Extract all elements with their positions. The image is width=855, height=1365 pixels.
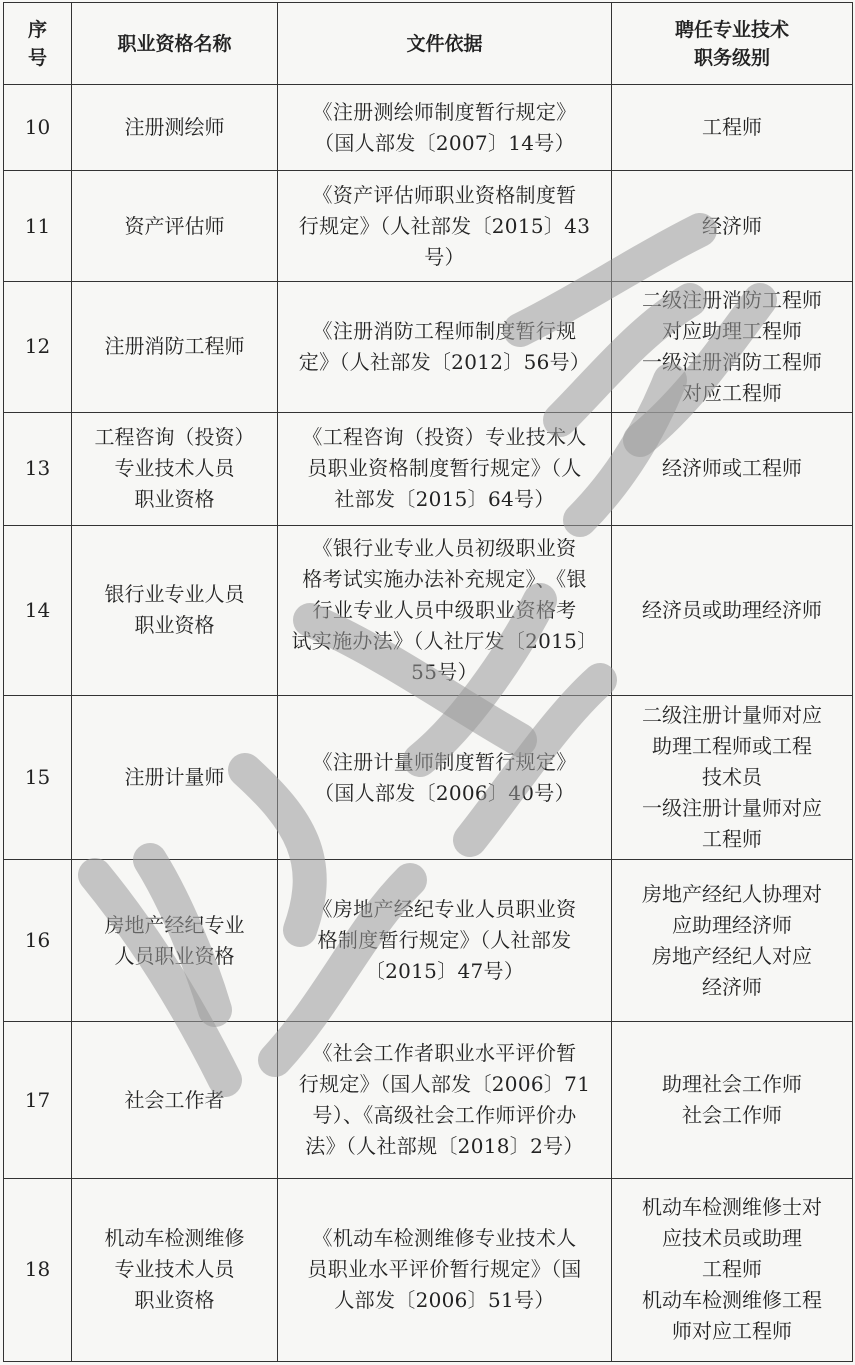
title-level-line: 经济员或助理经济师: [642, 597, 822, 622]
document-basis-line: 《资产评估师职业资格制度暂: [312, 182, 577, 207]
header-document-basis: 文件依据: [278, 3, 612, 85]
table-row: [4, 171, 853, 282]
document-basis-line: 行规定》（国人部发〔2006〕71: [298, 1072, 591, 1097]
qualification-name-line: 工程咨询（投资）: [94, 425, 255, 450]
qualification-name-cell: [72, 85, 278, 171]
table-header-row: [4, 3, 853, 85]
qualification-name-line: 银行业专业人员: [104, 582, 245, 607]
document-basis-line: （国人部发〔2006〕40号）: [314, 780, 575, 805]
title-level-line: 经济师: [702, 213, 762, 238]
document-basis-line: （国人部发〔2007〕14号）: [314, 130, 575, 155]
document-basis-line: 《房地产经纪专业人员职业资: [312, 897, 577, 922]
table-row: [4, 695, 853, 859]
title-level-cell: [612, 85, 853, 171]
title-level-line: 经济师或工程师: [662, 456, 802, 481]
document-basis-line: 号）: [424, 244, 465, 269]
title-level-cell: [612, 282, 853, 412]
document-basis-line: 社部发〔2015〕64号）: [334, 487, 555, 512]
title-level-line: 机动车检测维修工程: [642, 1288, 822, 1313]
header-title-level: 聘任专业技术 职务级别: [612, 3, 853, 85]
title-level-cell: [612, 860, 853, 1022]
qualification-name-cell: [72, 525, 278, 695]
serial-number-cell: 18: [4, 1178, 72, 1361]
table-row: [4, 860, 853, 1022]
qualification-name-line: 资产评估师: [124, 213, 225, 238]
qualification-name-line: 注册测绘师: [124, 115, 225, 140]
document-basis-line: 试实施办法》（人社厅发〔2015〕: [291, 628, 598, 653]
qualification-name-cell: [72, 171, 278, 282]
title-level-line: 经济师: [702, 974, 762, 999]
qualification-name-cell: [72, 1178, 278, 1361]
document-basis-line: 法》（人社部规〔2018〕2号）: [305, 1134, 584, 1159]
header-serial-number: 序 号: [4, 3, 72, 85]
qualification-table: [3, 2, 853, 1362]
title-level-line: 师对应工程师: [672, 1319, 792, 1344]
document-basis-line: 员职业水平评价暂行规定》（国: [307, 1257, 582, 1282]
qualification-name-line: 机动车检测维修: [104, 1226, 245, 1251]
serial-number-cell: 12: [4, 282, 72, 412]
table-row: [4, 525, 853, 695]
title-level-line: 社会工作师: [682, 1103, 782, 1128]
title-level-line: 助理社会工作师: [662, 1072, 802, 1097]
document-basis-cell: [278, 412, 612, 525]
title-level-line: 工程师: [702, 1257, 762, 1282]
qualification-name-line: 注册计量师: [124, 765, 225, 790]
document-basis-cell: [278, 282, 612, 412]
qualification-name-line: 职业资格: [134, 613, 215, 638]
document-basis-line: 号）、《高级社会工作师评价办: [312, 1103, 577, 1128]
document-basis-line: 《注册消防工程师制度暂行规: [312, 318, 577, 343]
table-row: [4, 282, 853, 412]
title-level-line: 工程师: [702, 827, 762, 852]
document-basis-cell: [278, 85, 612, 171]
table-row: [4, 85, 853, 171]
serial-number-cell: 16: [4, 860, 72, 1022]
serial-number-cell: 13: [4, 412, 72, 525]
table-row: [4, 1178, 853, 1361]
document-basis-line: 《银行业专业人员初级职业资: [312, 535, 577, 560]
serial-number-cell: 10: [4, 85, 72, 171]
serial-number-cell: 15: [4, 695, 72, 859]
title-level-cell: [612, 171, 853, 282]
title-level-line: 房地产经纪人对应: [652, 943, 812, 968]
document-basis-line: 员职业资格制度暂行规定》（人: [307, 456, 582, 481]
qualification-name-line: 房地产经纪专业: [104, 912, 245, 937]
table-row: [4, 412, 853, 525]
document-basis-line: 《社会工作者职业水平评价暂: [312, 1041, 577, 1066]
title-level-line: 应技术员或助理: [662, 1226, 802, 1251]
document-basis-line: 〔2015〕47号）: [364, 959, 525, 984]
title-level-line: 二级注册计量师对应: [642, 703, 822, 728]
title-level-line: 一级注册消防工程师: [642, 349, 822, 374]
document-basis-line: 《工程咨询（投资）专业技术人: [302, 425, 587, 450]
document-basis-line: 55号）: [411, 659, 478, 684]
qualification-name-cell: [72, 1022, 278, 1178]
qualification-name-cell: [72, 412, 278, 525]
title-level-line: 机动车检测维修士对: [642, 1195, 822, 1220]
title-level-line: 对应助理工程师: [662, 318, 802, 343]
title-level-cell: [612, 1178, 853, 1361]
document-basis-cell: [278, 525, 612, 695]
header-qualification-name: 职业资格名称: [72, 3, 278, 85]
qualification-name-cell: [72, 282, 278, 412]
serial-number-cell: 11: [4, 171, 72, 282]
qualification-name-line: 社会工作者: [124, 1087, 225, 1112]
title-level-line: 工程师: [702, 115, 762, 140]
document-basis-line: 《注册测绘师制度暂行规定》: [312, 99, 577, 124]
serial-number-cell: 14: [4, 525, 72, 695]
document-basis-line: 《机动车检测维修专业技术人: [312, 1226, 577, 1251]
document-basis-cell: [278, 695, 612, 859]
document-basis-line: 行业专业人员中级职业资格考: [312, 597, 577, 622]
document-basis-line: 格制度暂行规定》（人社部发: [317, 928, 572, 953]
document-basis-line: 人部发〔2006〕51号）: [334, 1288, 555, 1313]
document-basis-line: 格考试实施办法补充规定》、《银: [302, 566, 587, 591]
title-level-line: 一级注册计量师对应: [642, 796, 822, 821]
qualification-name-line: 人员职业资格: [114, 943, 235, 968]
table-row: [4, 1022, 853, 1178]
document-basis-line: 行规定》（人社部发〔2015〕43: [298, 213, 591, 238]
title-level-cell: [612, 1022, 853, 1178]
qualification-name-cell: [72, 695, 278, 859]
document-basis-line: 《注册计量师制度暂行规定》: [312, 749, 577, 774]
qualification-name-line: 职业资格: [134, 1288, 215, 1313]
document-basis-cell: [278, 171, 612, 282]
title-level-line: 房地产经纪人协理对: [642, 881, 822, 906]
document-basis-line: 定》（人社部发〔2012〕56号）: [298, 349, 591, 374]
title-level-cell: [612, 525, 853, 695]
title-level-line: 二级注册消防工程师: [642, 287, 822, 312]
serial-number-cell: 17: [4, 1022, 72, 1178]
title-level-cell: [612, 695, 853, 859]
qualification-name-cell: [72, 860, 278, 1022]
title-level-line: 技术员: [702, 765, 762, 790]
title-level-cell: [612, 412, 853, 525]
title-level-line: 助理工程师或工程: [652, 734, 812, 759]
title-level-line: 应助理经济师: [672, 912, 792, 937]
qualification-name-line: 注册消防工程师: [104, 334, 245, 359]
document-basis-cell: [278, 1022, 612, 1178]
qualification-name-line: 职业资格: [134, 487, 215, 512]
qualification-name-line: 专业技术人员: [114, 1257, 235, 1282]
qualification-name-line: 专业技术人员: [114, 456, 235, 481]
table-body: [4, 85, 853, 1362]
document-basis-cell: [278, 860, 612, 1022]
title-level-line: 对应工程师: [682, 380, 782, 405]
document-basis-cell: [278, 1178, 612, 1361]
